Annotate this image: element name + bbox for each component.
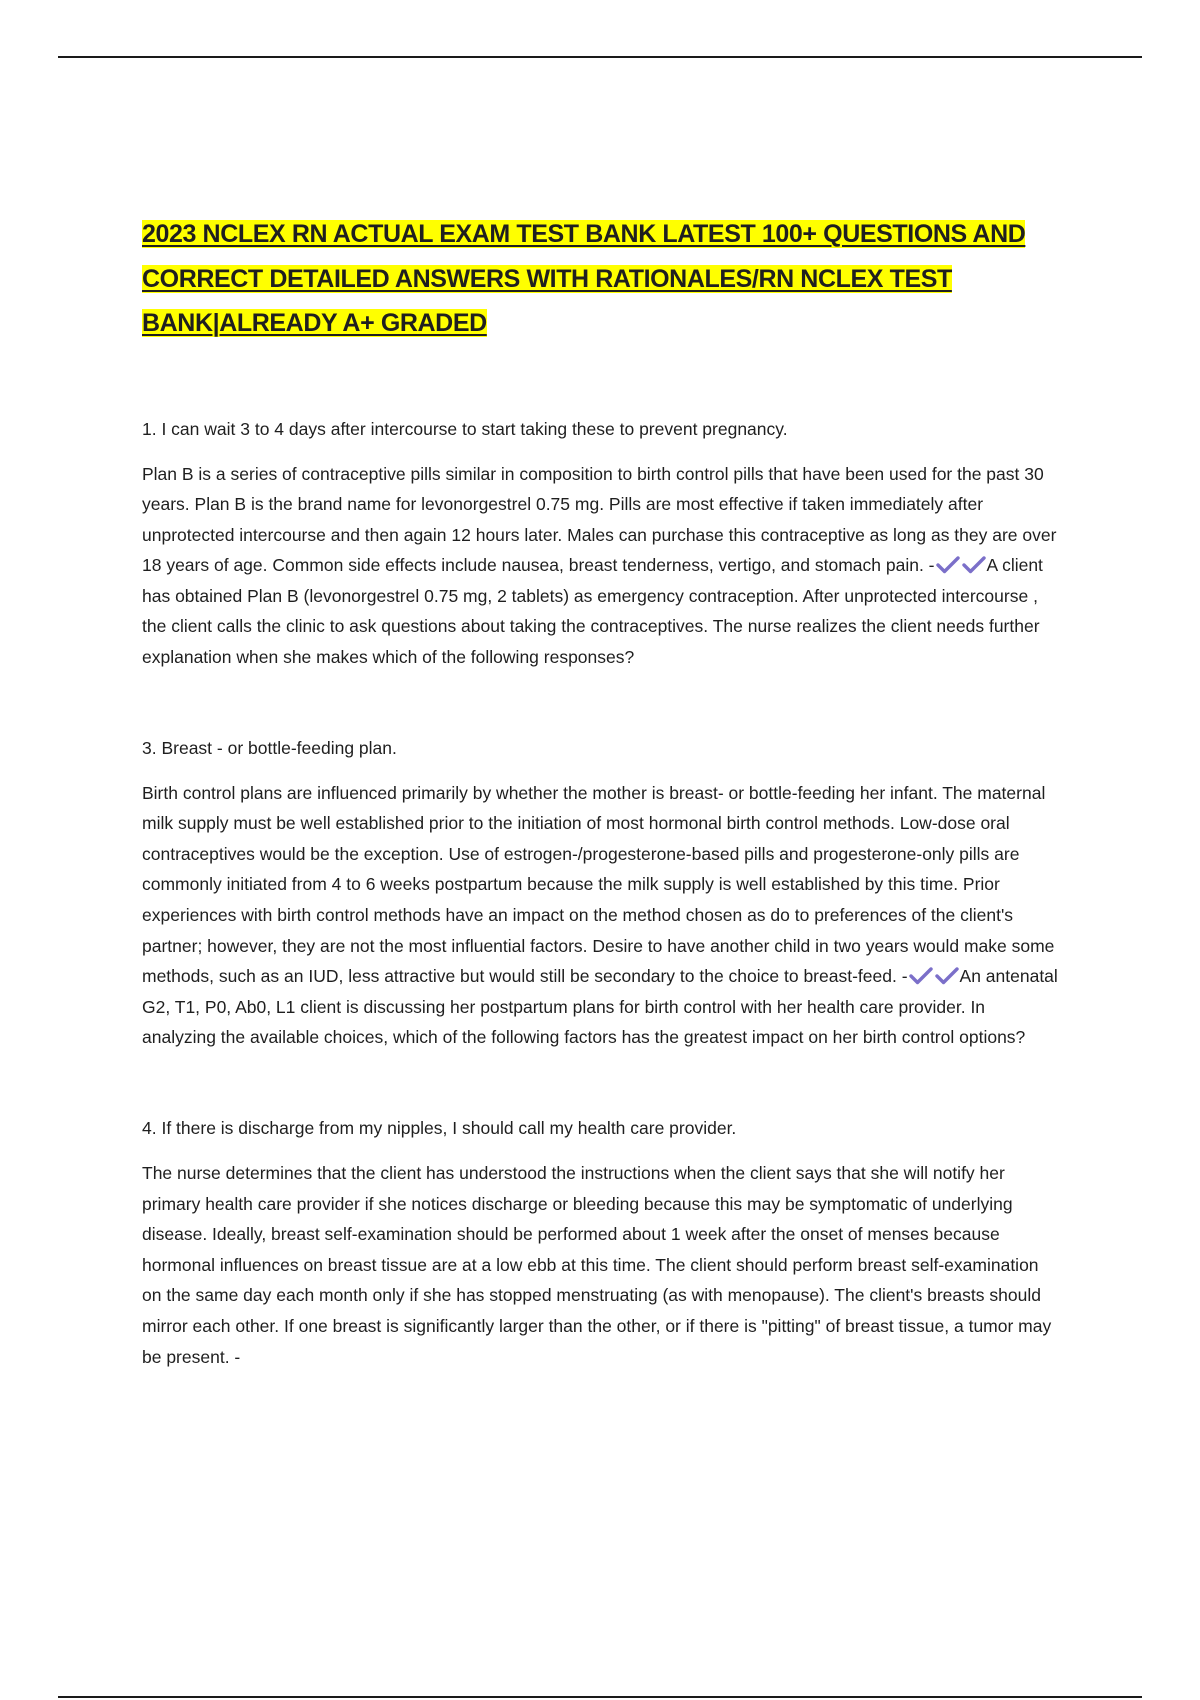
question-3: 3. Breast - or bottle-feeding plan. — [142, 737, 397, 758]
check-icon — [909, 967, 933, 985]
question-4: 4. If there is discharge from my nipples, I should call my health care provider. — [142, 1118, 737, 1138]
answer-3 — [142, 778, 1062, 1053]
top-rule — [58, 56, 1142, 58]
rationale-1: Plan B is a series of contraceptive pills similar in composition to birth control pills that have been used for the past 30 years. Plan B is the brand name for levonorgestrel 0.75 mg. Pills are most effective if taken immediately after unprotected intercourse and then again 12 hours later. Males can purchase this contraceptive as long as they are over 18 years of age. Common side effects include nausea, breast tenderness, vertigo, and stomach pain. - — [142, 463, 1057, 576]
document-body — [142, 212, 1062, 1372]
question-stem-1: A client has obtained Plan B (levonorgestrel 0.75 mg, 2 tablets) as emergency contraception. After unprotected intercourse , the client calls the clinic to ask questions about taking the contraceptives. The nurse realizes the client needs further explanation when she makes which of the following responses? — [142, 555, 1043, 668]
bottom-rule — [58, 1696, 1142, 1698]
document-title — [142, 212, 1062, 346]
answer-4 — [142, 1158, 1062, 1372]
question-1: 1. I can wait 3 to 4 days after intercourse to start taking these to prevent pregnancy. — [142, 418, 788, 439]
check-icon — [935, 967, 959, 985]
document-title-text: 2023 NCLEX RN ACTUAL EXAM TEST BANK LATEST 100+ QUESTIONS AND CORRECT DETAILED ANSWERS WITH RATIONALES/RN NCLEX TEST BANK|ALREADY A+ GRADED — [142, 220, 1026, 337]
check-icon — [936, 556, 960, 574]
question-stem-3: An antenatal G2, T1, P0, Ab0, L1 client is discussing her postpartum plans for birth control with her health care provider. In analyzing the available choices, which of the following factors has the greatest impact on her birth control options? — [142, 966, 1058, 1048]
answer-1 — [142, 459, 1062, 673]
check-icon — [962, 556, 986, 574]
rationale-3: Birth control plans are influenced primarily by whether the mother is breast- or bottle-feeding her infant. The maternal milk supply must be well established prior to the initiation of most hormonal birth control methods. Low-dose oral contraceptives would be the exception. Use of estrogen-/progesterone-based pills and progesterone-only pills are commonly initiated from 4 to 6 weeks postpartum because the milk supply is well established by this time. Prior experiences with birth control methods have an impact on the method chosen as do to preferences of the client's partner; however, they are not the most influential factors. Desire to have another child in two years would make some methods, such as an IUD, less attractive but would still be secondary to the choice to breast-feed. - — [142, 782, 1055, 987]
rationale-4: The nurse determines that the client has understood the instructions when the client says that she will notify her primary health care provider if she notices discharge or bleeding because this may be symptomatic of underlying disease. Ideally, breast self-examination should be performed about 1 week after the onset of menses because hormonal influences on breast tissue are at a low ebb at this time. The client should perform breast self-examination on the same day each month only if she has stopped menstruating (as with menopause). The client's breasts should mirror each other. If one breast is significantly larger than the other, or if there is "pitting" of breast tissue, a tumor may be present. - — [142, 1163, 1052, 1367]
